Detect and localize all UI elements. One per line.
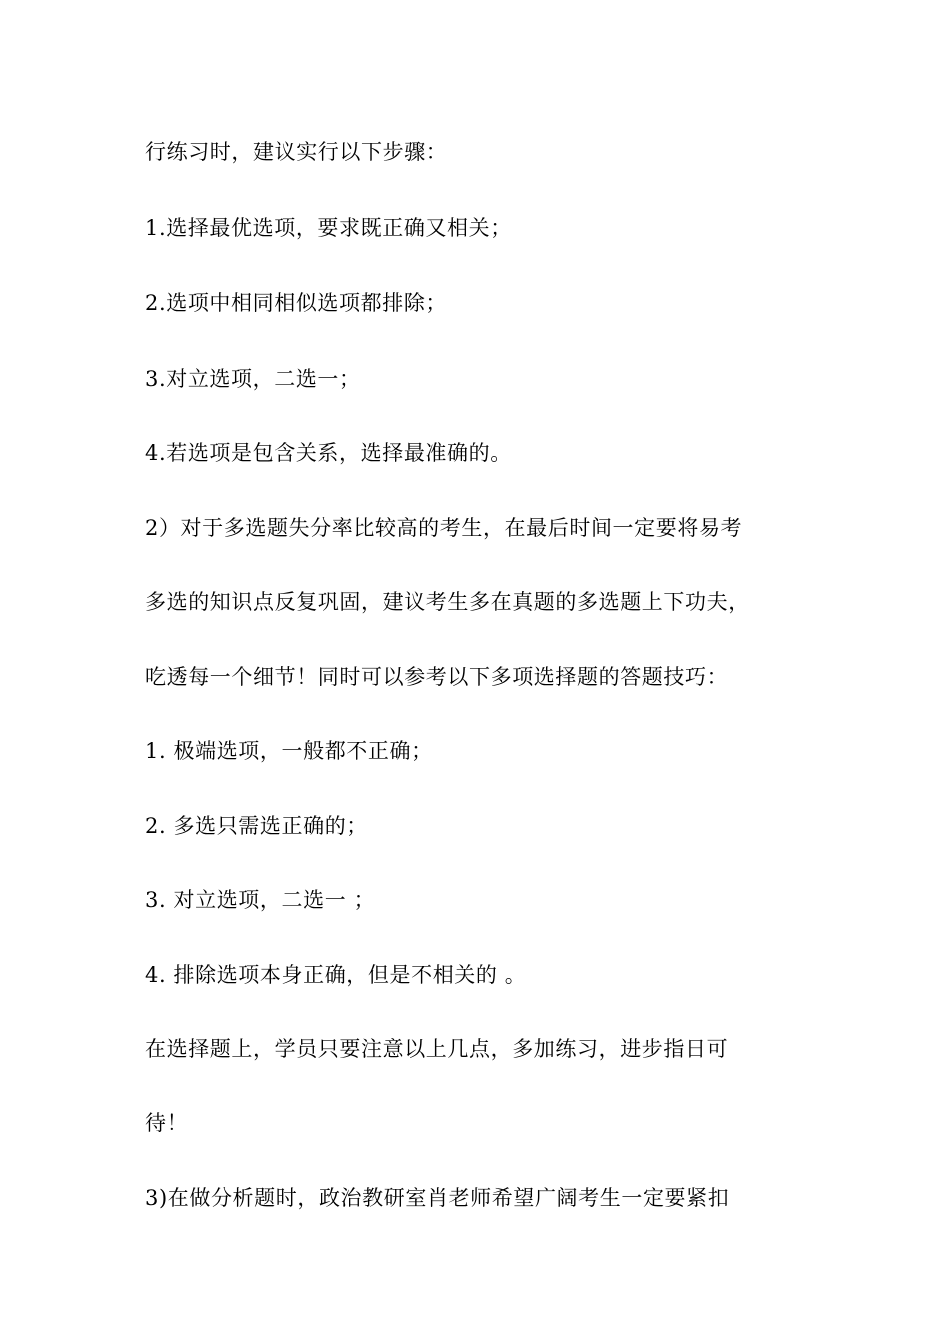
text-line-6: 2）对于多选题失分率比较高的考生，在最后时间一定要将易考 xyxy=(145,516,743,540)
text-line-12: 4. 排除选项本身正确，但是不相关的 。 xyxy=(145,963,527,987)
text-line-1: 行练习时，建议实行以下步骤： xyxy=(145,140,448,164)
text-line-8: 吃透每一个细节！同时可以参考以下多项选择题的答题技巧： xyxy=(145,665,729,689)
text-line-7: 多选的知识点反复巩固，建议考生多在真题的多选题上下功夫， xyxy=(145,590,750,614)
text-line-15: 3)在做分析题时，政治教研室肖老师希望广阔考生一定要紧扣 xyxy=(145,1186,730,1210)
text-line-5: 4.若选项是包含关系，选择最准确的。 xyxy=(145,441,512,465)
text-line-3: 2.选项中相同相似选项都排除； xyxy=(145,291,448,315)
text-line-11: 3. 对立选项，二选一 ； xyxy=(145,888,376,912)
text-line-13: 在选择题上，学员只要注意以上几点，多加练习，进步指日可 xyxy=(145,1037,729,1061)
text-line-9: 1. 极端选项，一般都不正确； xyxy=(145,739,433,763)
text-line-4: 3.对立选项，二选一； xyxy=(145,367,361,391)
text-line-10: 2. 多选只需选正确的； xyxy=(145,814,368,838)
text-line-2: 1.选择最优选项，要求既正确又相关； xyxy=(145,216,512,240)
text-line-14: 待！ xyxy=(145,1111,189,1135)
